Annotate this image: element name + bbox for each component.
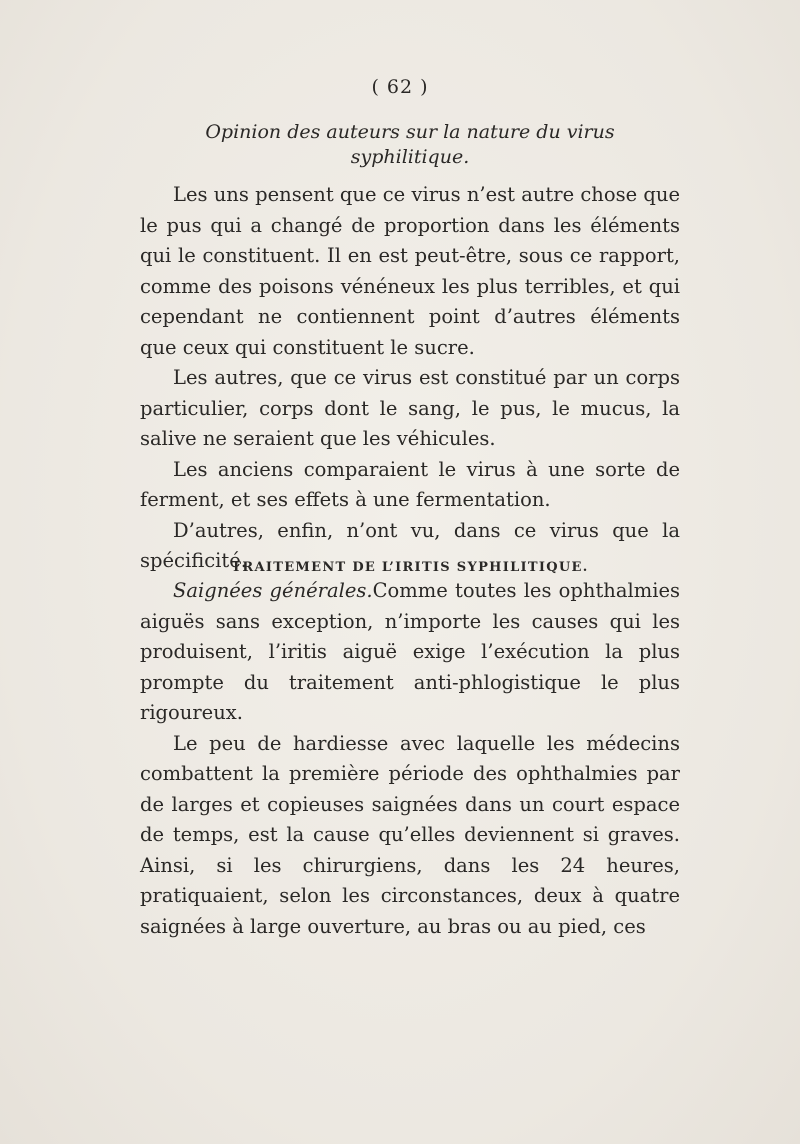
section-lead-rest: Comme toutes les ophthalmies aiguës sans exception, n’importe les causes qui les produisent, l’iritis aiguë exige l’exécution la plus prompte du traitement anti-phlogistique le plus rigoureux. (140, 579, 680, 724)
chapter-title (140, 120, 680, 170)
paragraph: D’autres, enfin, n’ont vu, dans ce virus que la spécificité. (140, 518, 680, 572)
paragraph (140, 576, 680, 729)
section-heading: TRAITEMENT DE L’IRITIS SYPHILITIQUE. (231, 560, 589, 575)
paragraph: Les anciens comparaient le virus à une sorte de ferment, et ses effets à une fermentation. (140, 457, 680, 511)
paragraph: Les uns pensent que ce virus n’est autre chose que le pus qui a changé de proportion dans les éléments qui le constituent. Il en est peut-être, sous ce rapport, comme des poisons vénéneux les plus terribles, et qui cependant ne contiennent point d’autres éléments que ceux qui constituent le sucre. (140, 183, 680, 359)
treatment-text (140, 576, 680, 942)
title-line-1: Opinion des auteurs sur la nature du virus (205, 121, 615, 143)
paragraph: Le peu de hardiesse avec laquelle les médecins combattent la première période des ophthalmies par de larges et copieuses saignées dans un court espace de temps, est la cause qu’elles deviennent si graves. Ainsi, si les chirurgiens, dans les 24 heures, pratiquaient, selon les circonstances, deux à quatre saignées à large ouverture, au bras ou au pied, ces (140, 731, 680, 938)
page-number: ( 62 ) (371, 76, 429, 98)
title-line-2: syphilitique. (350, 146, 470, 168)
section-lead: Saignées générales. (173, 579, 373, 602)
opinion-text (140, 180, 680, 577)
paragraph: Les autres, que ce virus est constitué par un corps particulier, corps dont le sang, le pus, le mucus, la salive ne seraient que les véhicules. (140, 366, 680, 450)
